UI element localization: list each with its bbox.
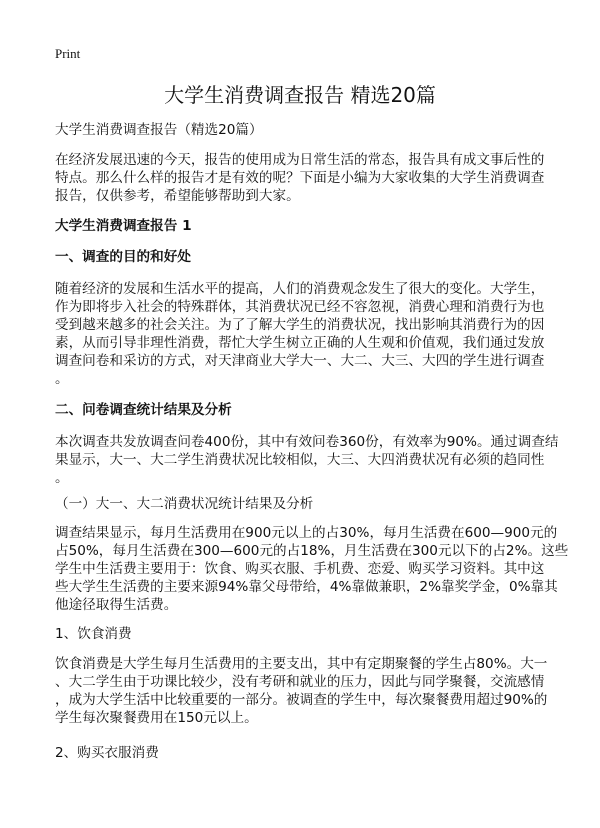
line: 本次调查共发放调查问卷400份，其中有效问卷360份，有效率为90%。通过调查结 <box>55 434 559 450</box>
line: 些大学生生活费的主要来源94%靠父母带给，4%靠做兼职，2%靠奖学金，0%靠其 <box>55 579 558 595</box>
line: 学生中生活费主要用于：饮食、购买衣服、手机费、恋爱、购买学习资料。其中这 <box>55 561 545 577</box>
line: ，成为大学生活中比较重要的一部分。被调查的学生中，每次聚餐费用超过90%的 <box>55 692 548 708</box>
line: 随着经济的发展和生活水平的提高，人们的消费观念发生了很大的变化。大学生， <box>55 281 545 297</box>
section1-heading: 一、调查的目的和好处 <box>55 249 191 265</box>
line: 占50%，每月生活费在300—600元的占18%，月生活费在300元以下的占2%。这些 <box>55 543 569 559</box>
line: 调查结果显示，每月生活费用在900元以上的占30%，每月生活费在600—900元的 <box>55 525 558 541</box>
line: 、大二学生由于功课比较少，没有考研和就业的压力，因此与同学聚餐，交流感情 <box>55 674 545 690</box>
item1-paragraph <box>55 655 555 727</box>
line: 饮食消费是大学生每月生活费用的主要支出，其中有定期聚餐的学生占80%。大一 <box>55 656 548 672</box>
page-title: 大学生消费调查报告 精选20篇 <box>164 83 436 107</box>
section2-heading: 二、问卷调查统计结果及分析 <box>55 402 232 418</box>
subsection1-paragraph <box>55 524 569 614</box>
section1-paragraph <box>55 280 555 388</box>
intro-paragraph <box>55 151 555 205</box>
line: 素，从而引导非理性消费，帮忙大学生树立正确的人生观和价值观，我们通过发放 <box>55 335 545 351</box>
line: 调查问卷和采访的方式，对天津商业大学大一、大二、大三、大四的学生进行调查 <box>55 353 545 369</box>
subtitle: 大学生消费调查报告（精选20篇） <box>55 122 263 138</box>
line: 报告，仅供参考，希望能够帮助到大家。 <box>55 188 300 204</box>
line: 他途径取得生活费。 <box>55 597 178 613</box>
print-link[interactable]: Print <box>55 46 81 61</box>
line: 特点。那么什么样的报告才是有效的呢？下面是小编为大家收集的大学生消费调查 <box>55 170 545 186</box>
line: 学生每次聚餐费用在150元以上。 <box>55 710 258 726</box>
line: 受到越来越多的社会关注。为了了解大学生的消费状况，找出影响其消费行为的因 <box>55 317 545 333</box>
item1-heading: 1、饮食消费 <box>55 626 132 642</box>
report-heading: 大学生消费调查报告 1 <box>55 218 192 234</box>
line: 作为即将步入社会的特殊群体，其消费状况已经不容忽视，消费心理和消费行为也 <box>55 299 545 315</box>
item2-heading: 2、购买衣服消费 <box>55 745 159 761</box>
line: 。 <box>55 470 69 486</box>
line: 。 <box>55 371 69 387</box>
line: 在经济发展迅速的今天，报告的使用成为日常生活的常态，报告具有成文事后性的 <box>55 152 545 168</box>
line: 果显示，大一、大二学生消费状况比较相似，大三、大四消费状况有必须的趋同性 <box>55 452 545 468</box>
subsection1-heading: （一）大一、大二消费状况统计结果及分析 <box>55 496 314 512</box>
section2-paragraph <box>55 433 559 487</box>
